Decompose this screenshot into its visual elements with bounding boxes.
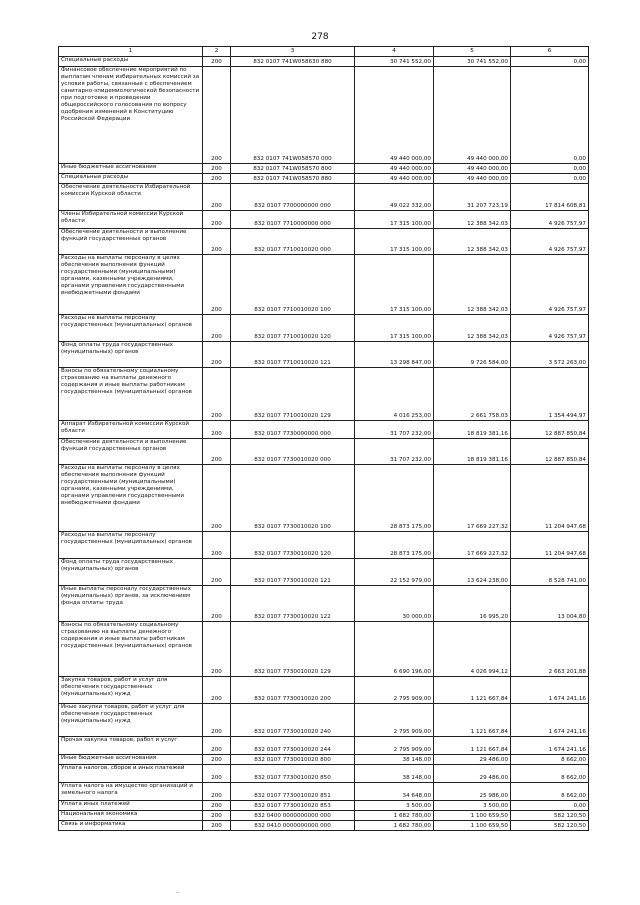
row-name-cell: Специальные расходы — [59, 57, 203, 67]
row-plan-cell: 2 795 909,00 — [355, 677, 434, 704]
table-row — [59, 164, 589, 174]
row-exec-cell: 12 388 342,03 — [434, 211, 511, 229]
table-row — [59, 67, 589, 164]
row-code-cell: 832 0107 7730010020 129 — [231, 622, 355, 677]
row-name-cell: Фонд оплаты труда государственных (муниципальных) органов — [59, 342, 203, 368]
column-header-2: 2 — [203, 47, 231, 57]
bottom-mark: .. — [176, 888, 180, 895]
row-plan-cell: 38 148,00 — [355, 765, 434, 783]
row-kvsr-cell: 200 — [203, 586, 231, 622]
row-code-cell: 832 0107 7730010020 244 — [231, 737, 355, 755]
row-kvsr-cell: 200 — [203, 801, 231, 811]
row-name-cell: Уплата налогов, сборов и иных платежей — [59, 765, 203, 783]
page-number: 278 — [311, 32, 329, 42]
row-rest-cell: 4 926 757,97 — [511, 211, 589, 229]
row-exec-cell: 1 121 667,84 — [434, 677, 511, 704]
row-kvsr-cell: 200 — [203, 559, 231, 586]
row-name-cell: Взносы по обязательному социальному страхованию на выплаты денежного содержания и иные выплаты работникам государственных (муниципальных) органов — [59, 368, 203, 421]
row-name-cell: Специальные расходы — [59, 174, 203, 184]
row-name-cell: Фонд оплаты труда государственных (муниципальных) органов — [59, 559, 203, 586]
row-rest-cell: 8 662,00 — [511, 755, 589, 765]
row-plan-cell: 38 148,00 — [355, 755, 434, 765]
row-name-cell: Финансовое обеспечение мероприятий по выплатам членам избирательных комиссий за условия работы, связанные с обеспечением санитарно-эпидемиологической безопасности при подготовке и проведении общероссийского голосования по вопросу одобрения изменений в Конституцию Российской Федерации — [59, 67, 203, 164]
row-rest-cell: 8 528 741,00 — [511, 559, 589, 586]
row-name-cell: Расходы на выплаты персоналу в целях обеспечения выполнения функций государственными (муниципальными) органами, казенными учреждениями, органами управления государственными внебюджетными фондами — [59, 255, 203, 315]
row-rest-cell: 1 674 241,16 — [511, 677, 589, 704]
row-code-cell: 832 0107 7730010020 851 — [231, 783, 355, 801]
row-rest-cell: 12 887 850,84 — [511, 439, 589, 465]
row-exec-cell: 17 669 227,32 — [434, 465, 511, 532]
row-plan-cell: 22 152 979,00 — [355, 559, 434, 586]
row-rest-cell: 11 204 947,68 — [511, 465, 589, 532]
row-name-cell: Иные бюджетные ассигнования — [59, 755, 203, 765]
row-exec-cell: 2 661 758,03 — [434, 368, 511, 421]
row-kvsr-cell: 200 — [203, 765, 231, 783]
row-plan-cell: 4 016 253,00 — [355, 368, 434, 421]
row-exec-cell: 31 207 723,19 — [434, 184, 511, 211]
row-exec-cell: 18 819 381,16 — [434, 421, 511, 439]
row-code-cell: 832 0410 0000000000 000 — [231, 821, 355, 831]
row-name-cell: Члены Избирательной комиссии Курской области — [59, 211, 203, 229]
row-kvsr-cell: 200 — [203, 368, 231, 421]
row-exec-cell: 1 121 667,84 — [434, 737, 511, 755]
row-code-cell: 832 0107 7710010020 120 — [231, 315, 355, 342]
row-plan-cell: 1 682 780,00 — [355, 821, 434, 831]
table-row — [59, 229, 589, 255]
table-row — [59, 184, 589, 211]
row-code-cell: 832 0107 741W058630 880 — [231, 57, 355, 67]
row-name-cell: Уплата налога на имущество организаций и земельного налога — [59, 783, 203, 801]
row-exec-cell: 17 669 227,32 — [434, 532, 511, 559]
row-rest-cell: 0,00 — [511, 801, 589, 811]
row-plan-cell: 17 315 100,00 — [355, 315, 434, 342]
row-name-cell: Расходы на выплаты персоналу в целях обеспечения выполнения функций государственными (муниципальными) органами, казенными учреждениями, органами управления государственными внебюджетными фондами — [59, 465, 203, 532]
row-exec-cell: 12 388 342,03 — [434, 229, 511, 255]
row-rest-cell: 3 572 263,00 — [511, 342, 589, 368]
row-exec-cell: 30 741 552,00 — [434, 57, 511, 67]
table-row — [59, 783, 589, 801]
row-plan-cell: 6 690 196,00 — [355, 622, 434, 677]
row-exec-cell: 49 440 000,00 — [434, 67, 511, 164]
row-rest-cell: 1 674 241,16 — [511, 737, 589, 755]
table-row — [59, 255, 589, 315]
table-row — [59, 368, 589, 421]
table-row — [59, 342, 589, 368]
table-row — [59, 315, 589, 342]
row-code-cell: 832 0107 7730010020 122 — [231, 586, 355, 622]
row-name-cell: Связь и информатика — [59, 821, 203, 831]
row-rest-cell: 0,00 — [511, 57, 589, 67]
row-exec-cell: 1 100 659,50 — [434, 821, 511, 831]
row-code-cell: 832 0107 7730010020 800 — [231, 755, 355, 765]
row-code-cell: 832 0107 7710010020 000 — [231, 229, 355, 255]
row-rest-cell: 4 926 757,97 — [511, 315, 589, 342]
row-code-cell: 832 0107 7710010020 129 — [231, 368, 355, 421]
row-name-cell: Закупка товаров, работ и услуг для обеспечения государственных (муниципальных) нужд — [59, 677, 203, 704]
row-kvsr-cell: 200 — [203, 184, 231, 211]
row-name-cell: Аппарат Избирательной комиссии Курской области — [59, 421, 203, 439]
row-rest-cell: 0,00 — [511, 174, 589, 184]
row-rest-cell: 13 004,80 — [511, 586, 589, 622]
row-name-cell: Расходы на выплаты персоналу государственных (муниципальных) органов — [59, 532, 203, 559]
row-plan-cell: 17 315 100,00 — [355, 229, 434, 255]
row-name-cell: Прочая закупка товаров, работ и услуг — [59, 737, 203, 755]
row-plan-cell: 49 440 000,00 — [355, 67, 434, 164]
row-exec-cell: 4 026 994,12 — [434, 622, 511, 677]
row-name-cell: Обеспечение деятельности Избирательной комиссии Курской области — [59, 184, 203, 211]
row-plan-cell: 30 000,00 — [355, 586, 434, 622]
row-plan-cell: 34 648,00 — [355, 783, 434, 801]
table-row — [59, 811, 589, 821]
table-row — [59, 821, 589, 831]
row-kvsr-cell: 200 — [203, 783, 231, 801]
table-row — [59, 559, 589, 586]
row-kvsr-cell: 200 — [203, 57, 231, 67]
row-plan-cell: 49 022 332,00 — [355, 184, 434, 211]
row-name-cell: Иные закупки товаров, работ и услуг для обеспечения государственных (муниципальных) нужд — [59, 704, 203, 737]
row-kvsr-cell: 200 — [203, 211, 231, 229]
column-header-5: 5 — [434, 47, 511, 57]
row-code-cell: 832 0107 741W058570 000 — [231, 67, 355, 164]
row-rest-cell: 11 204 947,68 — [511, 532, 589, 559]
row-plan-cell: 2 795 909,00 — [355, 704, 434, 737]
table-row — [59, 737, 589, 755]
row-kvsr-cell: 200 — [203, 811, 231, 821]
row-code-cell: 832 0107 7730010020 120 — [231, 532, 355, 559]
row-kvsr-cell: 200 — [203, 255, 231, 315]
row-code-cell: 832 0107 741W058570 800 — [231, 164, 355, 174]
row-name-cell: Расходы на выплаты персоналу государственных (муниципальных) органов — [59, 315, 203, 342]
budget-execution-table — [58, 46, 589, 831]
row-rest-cell: 17 814 608,81 — [511, 184, 589, 211]
table-row — [59, 532, 589, 559]
row-kvsr-cell: 200 — [203, 67, 231, 164]
row-kvsr-cell: 200 — [203, 755, 231, 765]
row-rest-cell: 1 674 241,16 — [511, 704, 589, 737]
row-kvsr-cell: 200 — [203, 229, 231, 255]
row-code-cell: 832 0107 7730010020 240 — [231, 704, 355, 737]
row-kvsr-cell: 200 — [203, 622, 231, 677]
table-body — [59, 57, 589, 831]
column-header-3: 3 — [231, 47, 355, 57]
row-plan-cell: 17 315 100,00 — [355, 211, 434, 229]
row-rest-cell: 4 926 757,97 — [511, 229, 589, 255]
row-name-cell: Обеспечение деятельности и выполнение функций государственных органов — [59, 439, 203, 465]
row-exec-cell: 29 486,00 — [434, 765, 511, 783]
row-kvsr-cell: 200 — [203, 164, 231, 174]
table-row — [59, 57, 589, 67]
row-kvsr-cell: 200 — [203, 421, 231, 439]
column-header-1: 1 — [59, 47, 203, 57]
row-exec-cell: 1 121 667,84 — [434, 704, 511, 737]
row-exec-cell: 1 100 659,50 — [434, 811, 511, 821]
row-plan-cell: 1 682 780,00 — [355, 811, 434, 821]
row-code-cell: 832 0400 0000000000 000 — [231, 811, 355, 821]
table-row — [59, 765, 589, 783]
row-kvsr-cell: 200 — [203, 315, 231, 342]
table-row — [59, 801, 589, 811]
row-name-cell: Национальная экономика — [59, 811, 203, 821]
row-rest-cell: 8 662,00 — [511, 765, 589, 783]
row-kvsr-cell: 200 — [203, 677, 231, 704]
row-plan-cell: 49 440 000,00 — [355, 164, 434, 174]
row-exec-cell: 12 388 342,03 — [434, 255, 511, 315]
table-row — [59, 421, 589, 439]
header-row — [59, 47, 589, 57]
table-row — [59, 465, 589, 532]
row-kvsr-cell: 200 — [203, 342, 231, 368]
row-name-cell: Уплата иных платежей — [59, 801, 203, 811]
row-kvsr-cell: 200 — [203, 737, 231, 755]
row-code-cell: 832 0107 7730010020 100 — [231, 465, 355, 532]
row-code-cell: 832 0107 7730000000 000 — [231, 421, 355, 439]
row-plan-cell: 2 795 909,00 — [355, 737, 434, 755]
table-row — [59, 622, 589, 677]
row-rest-cell: 4 926 757,97 — [511, 255, 589, 315]
row-rest-cell: 12 887 850,84 — [511, 421, 589, 439]
row-exec-cell: 49 440 000,00 — [434, 174, 511, 184]
row-name-cell: Иные бюджетные ассигнования — [59, 164, 203, 174]
row-code-cell: 832 0107 7730010020 000 — [231, 439, 355, 465]
row-plan-cell: 28 873 175,00 — [355, 532, 434, 559]
table-row — [59, 755, 589, 765]
row-name-cell: Взносы по обязательному социальному страхованию на выплаты денежного содержания и иные выплаты работникам государственных (муниципальных) органов — [59, 622, 203, 677]
row-name-cell: Обеспечение деятельности и выполнение функций государственных органов — [59, 229, 203, 255]
row-rest-cell: 2 663 201,88 — [511, 622, 589, 677]
row-kvsr-cell: 200 — [203, 532, 231, 559]
row-code-cell: 832 0107 7710000000 000 — [231, 211, 355, 229]
table-row — [59, 677, 589, 704]
row-code-cell: 832 0107 7730010020 121 — [231, 559, 355, 586]
row-plan-cell: 30 741 552,00 — [355, 57, 434, 67]
row-exec-cell: 25 986,00 — [434, 783, 511, 801]
row-rest-cell: 0,00 — [511, 67, 589, 164]
row-code-cell: 832 0107 7700000000 000 — [231, 184, 355, 211]
row-plan-cell: 13 298 847,00 — [355, 342, 434, 368]
row-rest-cell: 8 662,00 — [511, 783, 589, 801]
row-plan-cell: 17 315 100,00 — [355, 255, 434, 315]
row-kvsr-cell: 200 — [203, 465, 231, 532]
table-row — [59, 704, 589, 737]
column-header-4: 4 — [355, 47, 434, 57]
row-plan-cell: 31 707 232,00 — [355, 421, 434, 439]
row-code-cell: 832 0107 7730010020 853 — [231, 801, 355, 811]
row-code-cell: 832 0107 7710010020 100 — [231, 255, 355, 315]
row-exec-cell: 13 624 238,00 — [434, 559, 511, 586]
table-row — [59, 439, 589, 465]
table-row — [59, 211, 589, 229]
row-code-cell: 832 0107 7730010020 200 — [231, 677, 355, 704]
row-rest-cell: 582 120,50 — [511, 821, 589, 831]
row-exec-cell: 9 726 584,00 — [434, 342, 511, 368]
row-exec-cell: 3 500,00 — [434, 801, 511, 811]
table-row — [59, 174, 589, 184]
table-row — [59, 586, 589, 622]
row-rest-cell: 0,00 — [511, 164, 589, 174]
row-kvsr-cell: 200 — [203, 821, 231, 831]
row-kvsr-cell: 200 — [203, 704, 231, 737]
row-kvsr-cell: 200 — [203, 439, 231, 465]
row-code-cell: 832 0107 741W058570 880 — [231, 174, 355, 184]
row-exec-cell: 18 819 381,16 — [434, 439, 511, 465]
column-header-6: 6 — [511, 47, 589, 57]
row-plan-cell: 3 500,00 — [355, 801, 434, 811]
row-plan-cell: 28 873 175,00 — [355, 465, 434, 532]
row-name-cell: Иные выплаты персоналу государственных (муниципальных) органов, за исключением фонда оплаты труда — [59, 586, 203, 622]
row-code-cell: 832 0107 7710010020 121 — [231, 342, 355, 368]
row-exec-cell: 29 486,00 — [434, 755, 511, 765]
row-plan-cell: 31 707 232,00 — [355, 439, 434, 465]
row-plan-cell: 49 440 000,00 — [355, 174, 434, 184]
row-exec-cell: 49 440 000,00 — [434, 164, 511, 174]
row-exec-cell: 16 995,20 — [434, 586, 511, 622]
row-exec-cell: 12 388 342,03 — [434, 315, 511, 342]
row-kvsr-cell: 200 — [203, 174, 231, 184]
row-code-cell: 832 0107 7730010020 850 — [231, 765, 355, 783]
row-rest-cell: 1 354 494,97 — [511, 368, 589, 421]
row-rest-cell: 582 120,50 — [511, 811, 589, 821]
